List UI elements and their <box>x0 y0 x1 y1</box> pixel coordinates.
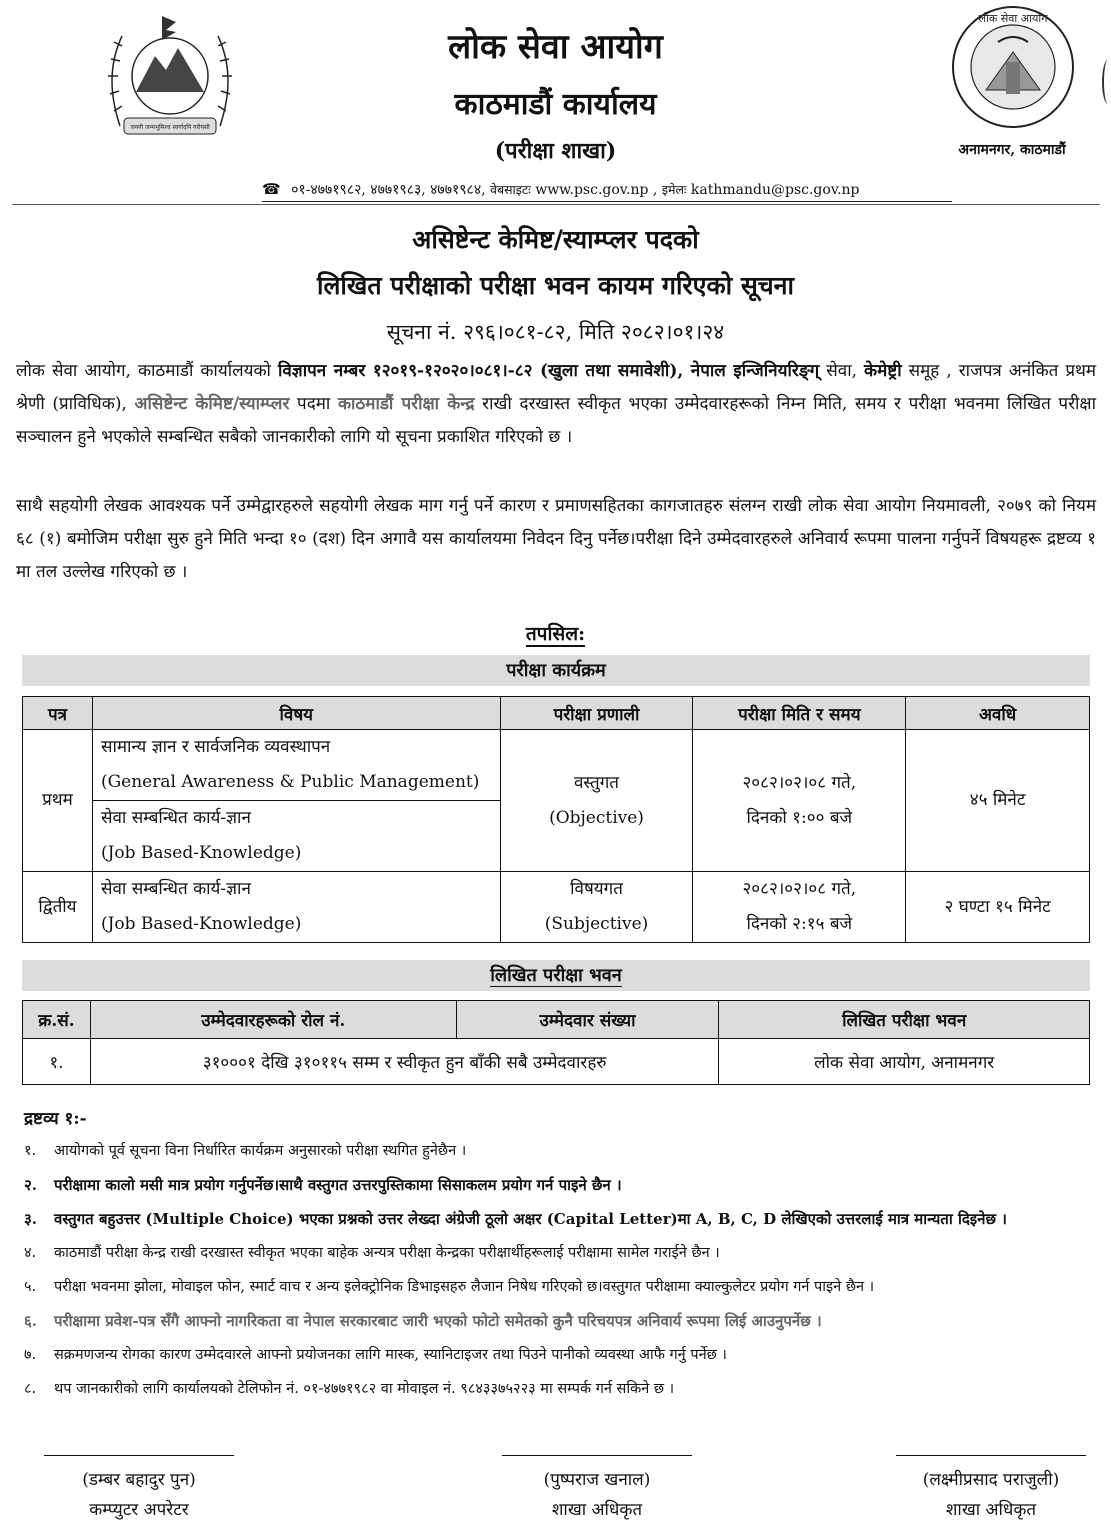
signature-line <box>896 1455 1086 1463</box>
notes-title: द्रष्टव्य १:- <box>24 1109 87 1129</box>
section-name: (परीक्षा शाखा) <box>494 138 617 164</box>
table-row <box>23 872 1090 943</box>
note-text: परीक्षा भवनमा झोला, मोवाइल फोन, स्मार्ट वाच र अन्य इलेक्ट्रोनिक डिभाइसहरु लैजान निषेध गरिएको छ।वस्तुगत परीक्षामा क्याल्कुलेटर प्रयोग गर्न पाइने छैन । <box>54 1279 875 1295</box>
exam-center: काठमाडौं परीक्षा केन्द्र <box>337 394 475 414</box>
system-np: वस्तुगत <box>573 772 620 793</box>
serial-number: १. <box>23 1039 91 1085</box>
exam-system-cell <box>500 872 693 943</box>
exam-time: दिनको १:०० बजे <box>746 807 853 828</box>
p1-text: सेवा, <box>826 361 858 381</box>
col-header: अवधि <box>906 697 1090 730</box>
p1-text: पदमा <box>297 394 331 414</box>
subject-en: (Job Based-Knowledge) <box>100 914 302 934</box>
duration-cell: २ घण्टा १५ मिनेट <box>906 872 1090 943</box>
note-number: २. <box>24 1176 38 1194</box>
col-header: विषय <box>92 697 500 730</box>
system-en: (Subjective) <box>544 914 649 934</box>
edge-mark <box>1102 60 1111 104</box>
subject-cell <box>92 730 500 801</box>
note-text: वस्तुगत बहुउत्तर (Multiple Choice) भएका प्रश्नको उत्तर लेख्दा अंग्रेजी ठूलो अक्षर (Capital Letter)मा A, B, C, D लेखिएको उत्तरलाई मात्र मान्यता दिइनेछ । <box>54 1210 1007 1228</box>
details-heading <box>0 620 1111 646</box>
signature-block <box>44 1455 234 1525</box>
signatory-designation: शाखा अधिकृत <box>551 1500 643 1520</box>
post-name: असिष्टेन्ट केमिष्ट/स्याम्प्लर <box>134 394 290 414</box>
signature-line <box>44 1455 234 1463</box>
note-text: आयोगको पूर्व सूचना विना निर्धारित कार्यक्रम अनुसारको परीक्षा स्थगित हुनेछैन । <box>54 1143 467 1159</box>
paper-name: प्रथम <box>23 730 93 872</box>
exam-time: दिनको २:१५ बजे <box>746 914 853 934</box>
signatory-designation: शाखा अधिकृत <box>945 1500 1037 1520</box>
signatory-designation: कम्प्युटर अपरेटर <box>89 1500 189 1520</box>
list-item <box>24 1138 1098 1165</box>
notice-title-line2: लिखित परीक्षाको परीक्षा भवन कायम गरिएको सूचना <box>317 271 794 300</box>
subject-en: (General Awareness & Public Management) <box>100 772 480 792</box>
venue-table <box>22 1000 1090 1085</box>
signature-block <box>896 1455 1086 1525</box>
subject-cell <box>92 801 500 872</box>
exam-datetime-cell <box>693 872 906 943</box>
col-header: परीक्षा मिति र समय <box>693 697 906 730</box>
exam-date: २०८२।०२।०८ गते, <box>742 772 857 793</box>
table-header-row <box>23 697 1090 730</box>
venue-band <box>22 960 1090 991</box>
note-number: ६. <box>24 1312 38 1330</box>
exam-building: लोक सेवा आयोग, अनामनगर <box>719 1039 1090 1085</box>
org-name: लोक सेवा आयोग <box>448 27 663 67</box>
note-number: ५. <box>24 1279 37 1295</box>
note-number: ३. <box>24 1210 38 1228</box>
col-header: उम्मेदवार संख्या <box>456 1001 719 1039</box>
col-header: परीक्षा प्रणाली <box>500 697 693 730</box>
psc-seal-icon <box>938 2 1088 132</box>
signature-block <box>502 1455 692 1525</box>
group-name: केमेष्ट्री <box>864 361 902 381</box>
venue-band-text: लिखित परीक्षा भवन <box>490 965 622 986</box>
seal-location: अनामनगर, काठमाडौं <box>958 142 1066 158</box>
p1-text: समूह , राजपत्र अनंकित प्रथम श्रेणी (प्राविधिक), <box>16 361 1097 414</box>
exam-system-cell <box>500 730 693 872</box>
list-item <box>24 1274 1098 1301</box>
phone-numbers: ०१-४७७१९८२, ४७७१९८३, ४७७१९८४, <box>291 182 486 198</box>
exam-datetime-cell <box>693 730 906 872</box>
note-text: परीक्षामा कालो मसी मात्र प्रयोग गर्नुपर्नेछ।साथै वस्तुगत उत्तरपुस्तिकामा सिसाकलम प्रयोग गर्न पाइने छैन । <box>54 1176 622 1194</box>
website-link[interactable]: www.psc.gov.np , <box>535 182 658 198</box>
exam-schedule-band: परीक्षा कार्यक्रम <box>22 655 1090 686</box>
subject-cell <box>92 872 500 943</box>
note-number: १. <box>24 1143 37 1159</box>
advertisement-number: विज्ञापन नम्बर १२०१९-१२०२०।०८१।-८२ (खुला तथा समावेशी), नेपाल इन्जिनियरिङ्ग् <box>277 361 820 381</box>
header-divider <box>12 204 1100 205</box>
col-header: उम्मेदवारहरूको रोल नं. <box>90 1001 456 1039</box>
paper-name: द्वितीय <box>23 872 93 943</box>
email-label: इमेलः <box>661 182 687 197</box>
note-text: सक्रमणजन्य रोगका कारण उम्मेदवारले आफ्नो प्रयोजनका लागि मास्क, स्यानिटाइजर तथा पिउने पानीको व्यवस्था आफै गर्नु पर्नेछ । <box>54 1347 727 1363</box>
table-row <box>23 730 1090 801</box>
col-header: पत्र <box>23 697 93 730</box>
email-link[interactable]: kathmandu@psc.gov.np <box>690 182 860 198</box>
exam-date: २०८२।०२।०८ गते, <box>742 879 857 899</box>
list-item <box>24 1376 1098 1403</box>
table-row <box>23 1039 1090 1085</box>
note-number: ८. <box>24 1381 37 1397</box>
details-heading-text: तपसिल: <box>525 623 586 645</box>
notice-number: सूचना नं. २९६।०८१-८२, मिति २०८२।०१।२४ <box>386 320 725 344</box>
letterhead <box>0 0 1111 198</box>
system-np: विषयगत <box>570 879 623 899</box>
list-item <box>24 1308 1098 1335</box>
note-number: ७. <box>24 1347 37 1363</box>
note-text: थप जानकारीको लागि कार्यालयको टेलिफोन नं. ०१-४७७१९८२ वा मोवाइल नं. ९८४३३७५२२३ मा सम्पर्क गर्न सकिने छ । <box>54 1381 675 1397</box>
signatory-name: (डम्बर बहादुर पुन) <box>82 1470 196 1490</box>
system-en: (Objective) <box>549 807 644 828</box>
signatory-name: (पुष्पराज खनाल) <box>543 1470 651 1490</box>
subject-np: सेवा सम्बन्धित कार्य-ज्ञान <box>100 879 251 899</box>
p1-text: लोक सेवा आयोग, काठमाडौं कार्यालयको <box>16 361 271 381</box>
list-item <box>24 1172 1098 1199</box>
list-item <box>24 1342 1098 1369</box>
signature-line <box>502 1455 692 1463</box>
contact-line <box>262 180 952 202</box>
notice-title-line1: असिष्टेन्ट केमिष्ट/स्याम्प्लर पदको <box>412 225 699 254</box>
subject-np: सेवा सम्बन्धित कार्य-ज्ञान <box>100 808 251 828</box>
col-header: लिखित परीक्षा भवन <box>719 1001 1090 1039</box>
emblem-motto: जननी जन्मभूमिश्च स्वर्गादपि गरीयसी <box>130 124 210 131</box>
note-number: ४. <box>24 1245 37 1261</box>
seal-text: लोक सेवा आयोग <box>978 12 1048 25</box>
roll-range: ३१०००१ देखि ३१०११५ सम्म र स्वीकृत हुन बाँकी सबै उम्मेदवारहरु <box>90 1039 718 1085</box>
table-header-row <box>23 1001 1090 1039</box>
notes-list <box>24 1138 1098 1410</box>
list-item <box>24 1240 1098 1267</box>
duration-cell: ४५ मिनेट <box>906 730 1090 872</box>
telephone-icon: ☎ <box>262 180 281 198</box>
office-name: काठमाडौं कार्यालय <box>454 87 657 122</box>
notice-paragraph-2: साथै सहयोगी लेखक आवश्यक पर्ने उम्मेद्वारहरुले सहयोगी लेखक माग गर्नु पर्ने कारण र प्रमाणसहितका कागजातहरु संलग्न राखी लोक सेवा आयोग नियमावली, २०७९ को नियम ६८ (१) बमोजिम परीक्षा सुरु हुने मिति भन्दा १० (दश) दिन अगावै यस कार्यालयमा निवेदन दिनु पर्नेछ।परीक्षा दिने उम्मेदवारहरुले अनिवार्य रूपमा पालना गर्नुपर्ने विषयहरू द्रष्टव्य १ मा तल उल्लेख गरिएको छ । <box>16 496 1096 582</box>
signatory-name: (लक्ष्मीप्रसाद पराजुली) <box>922 1470 1060 1490</box>
subject-np: सामान्य ज्ञान र सार्वजनिक व्यवस्थापन <box>100 737 331 757</box>
exam-schedule-table <box>22 696 1090 943</box>
subject-en: (Job Based-Knowledge) <box>100 843 302 863</box>
note-text: काठमाडौं परीक्षा केन्द्र राखी दरखास्त स्वीकृत भएका बाहेक अन्यत्र परीक्षा केन्द्रका परीक्षार्थीहरूलाई परीक्षामा सामेल गराईने छैन । <box>54 1245 720 1261</box>
website-label: वेबसाइटः <box>490 182 531 197</box>
notice-paragraph-1 <box>16 355 1096 454</box>
note-text: परीक्षामा प्रवेश-पत्र सँगै आफ्नो नागरिकता वा नेपाल सरकारबाट जारी भएको फोटो समेतको कुनै परिचयपत्र अनिवार्य रूपमा लिई आउनुपर्नेछ । <box>54 1312 822 1330</box>
col-header: क्र.सं. <box>23 1001 91 1039</box>
list-item <box>24 1206 1098 1233</box>
p1-text: राखी दरखास्त स्वीकृत भएका उम्मेदवारहरूको निम्न मिति, समय र परीक्षा भवनमा लिखित परीक्षा सञ्चालन हुने भएकोले सम्बन्धित सबैको जानकारीको लागि यो सूचना प्रकाशित गरिएको छ । <box>16 394 1097 447</box>
